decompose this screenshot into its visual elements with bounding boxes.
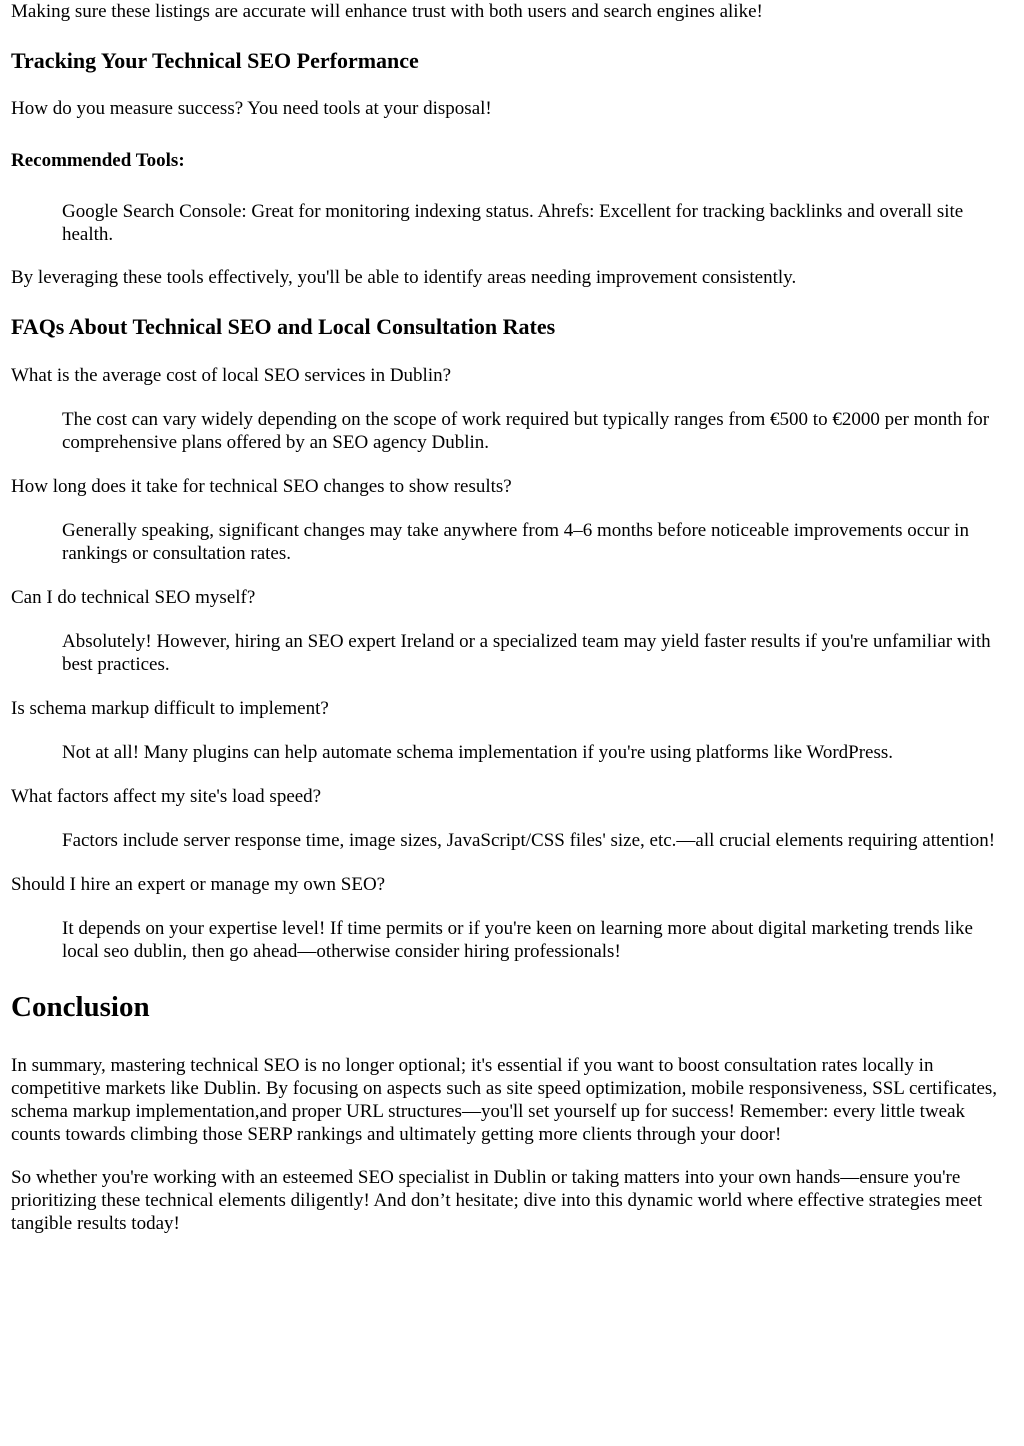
conclusion-heading: Conclusion [11, 991, 150, 1023]
faq-answer: The cost can vary widely depending on the scope of work required but typically ranges from €500 to €2000 per month for comprehensive plans offered by an SEO agency Dublin. [62, 409, 990, 453]
conclusion-paragraph-1: In summary, mastering technical SEO is no longer optional; it's essential if you want to boost consultation rates locally in competitive markets like Dublin. By focusing on aspects such as site speed optimization, mobile responsiveness, SSL certificates, schema markup implementation,and proper URL structures—you'll set yourself up for success! Remember: every little tweak counts towards climbing those SERP rankings and ultimately getting more clients through your door! [11, 1055, 998, 1145]
faq-question: Is schema markup difficult to implement? [11, 698, 329, 719]
faq-question: What is the average cost of local SEO services in Dublin? [11, 365, 452, 386]
recommended-tools-heading: Recommended Tools: [11, 150, 185, 171]
leverage-paragraph: By leveraging these tools effectively, you'll be able to identify areas needing improvement consistently. [11, 267, 797, 288]
article-content [11, 0, 1014, 1235]
faq-question: What factors affect my site's load speed? [11, 786, 322, 807]
faq-answer: It depends on your expertise level! If time permits or if you're keen on learning more about digital marketing trends like local seo dublin, then go ahead—otherwise consider hiring professionals! [62, 918, 973, 962]
faq-answer: Factors include server response time, image sizes, JavaScript/CSS files' size, etc.—all crucial elements requiring attention! [62, 830, 996, 851]
tracking-heading: Tracking Your Technical SEO Performance [11, 48, 419, 73]
faq-question: How long does it take for technical SEO changes to show results? [11, 476, 512, 497]
faq-question: Should I hire an expert or manage my own SEO? [11, 874, 386, 895]
tracking-paragraph: How do you measure success? You need tools at your disposal! [11, 98, 492, 119]
faq-answer: Generally speaking, significant changes may take anywhere from 4–6 months before noticeable improvements occur in rankings or consultation rates. [62, 520, 969, 564]
faq-answer: Absolutely! However, hiring an SEO expert Ireland or a specialized team may yield faster results if you're unfamiliar with best practices. [62, 631, 991, 675]
recommended-tools-list: Google Search Console: Great for monitoring indexing status. Ahrefs: Excellent for tracking backlinks and overall site health. [62, 201, 964, 245]
faq-heading: FAQs About Technical SEO and Local Consultation Rates [11, 314, 556, 339]
faq-question: Can I do technical SEO myself? [11, 587, 256, 608]
conclusion-paragraph-2: So whether you're working with an esteemed SEO specialist in Dublin or taking matters into your own hands—ensure you're prioritizing these technical elements diligently! And don’t hesitate; dive into this dynamic world where effective strategies meet tangible results today! [11, 1167, 983, 1234]
faq-answer: Not at all! Many plugins can help automate schema implementation if you're using platforms like WordPress. [62, 742, 894, 763]
intro-paragraph: Making sure these listings are accurate will enhance trust with both users and search engines alike! [11, 1, 763, 22]
faq-list [11, 364, 1014, 963]
